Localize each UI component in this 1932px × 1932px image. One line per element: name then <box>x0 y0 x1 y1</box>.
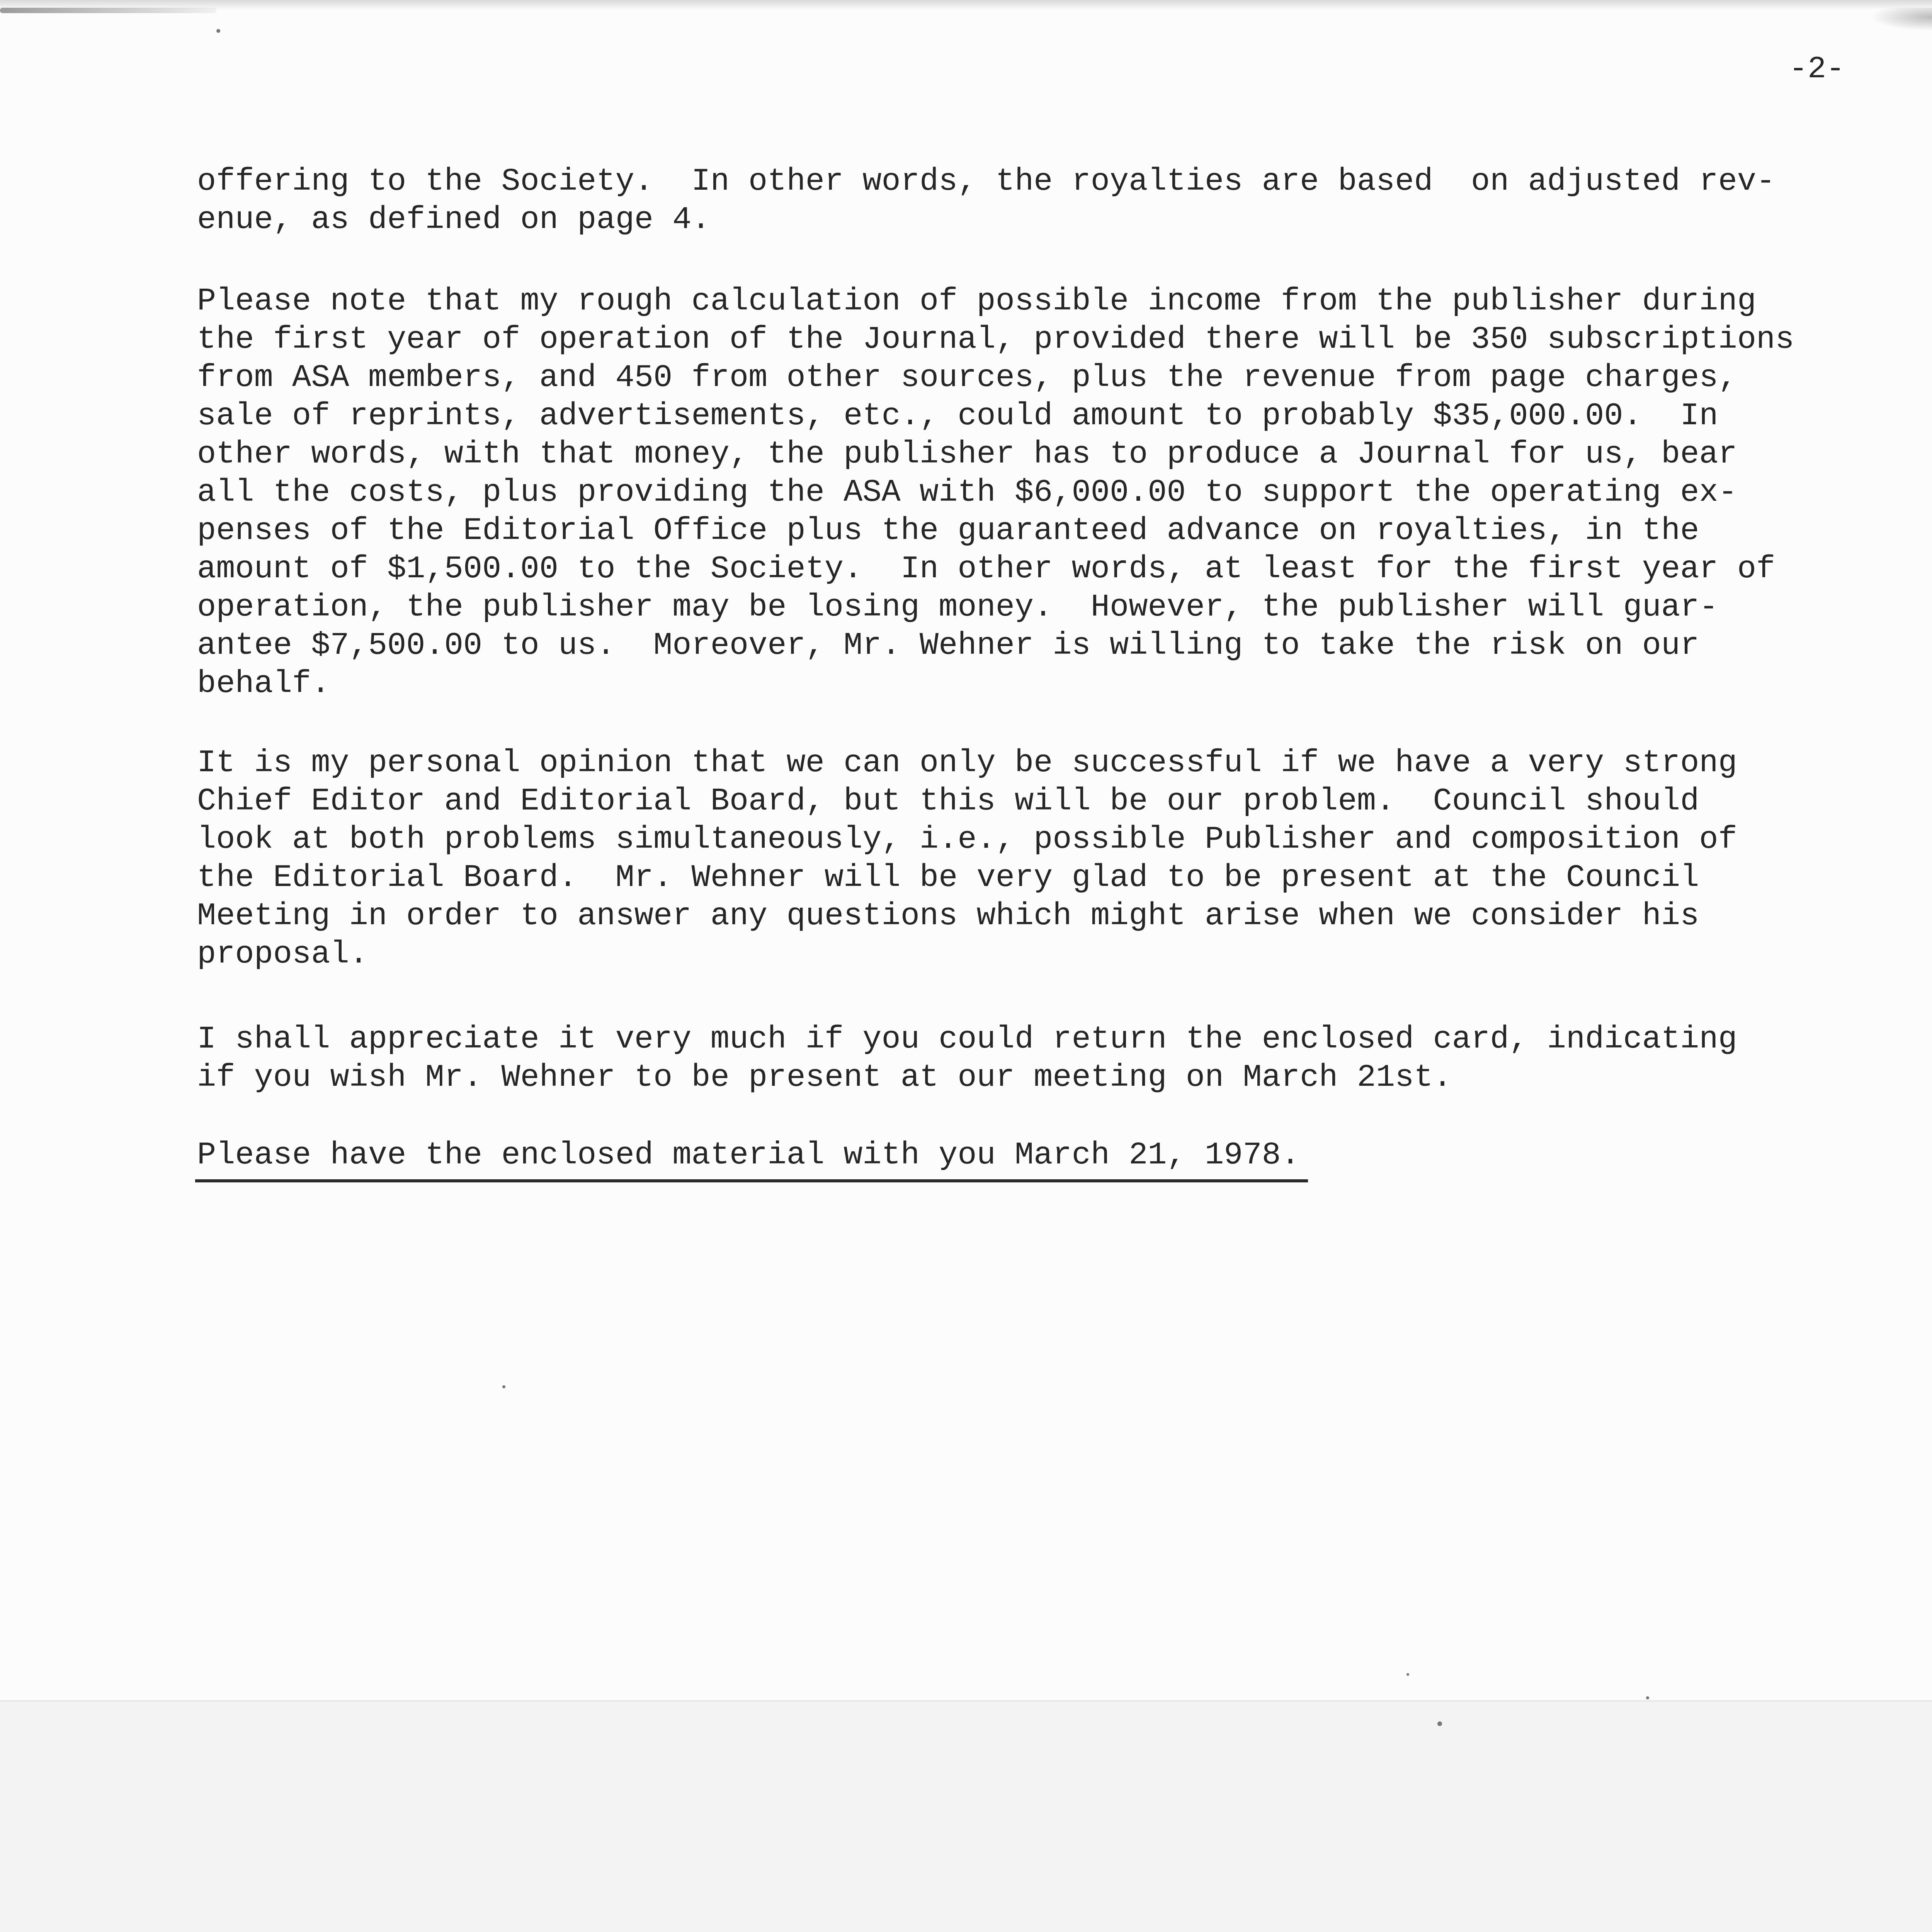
paragraph-income-calculation: Please note that my rough calculation of possible income from the publisher during the first year of operation of the Journal, provided there will be 350 subscriptions from ASA members, and 450 from other sources, plus the revenue from page charges, sale of reprints, advertisements, etc., could amount to probably $35,000.00. In other words, with that money, the publisher has to produce a Journal for us, bear all the costs, plus providing the ASA with $6,000.00 to support the operating ex- penses of the Editorial Office plus the guaranteed advance on royalties, in the amount of $1,500.00 to the Society. In other words, at least for the first year of operation, the publisher may be losing money. However, the publisher will guar- antee $7,500.00 to us. Moreover, Mr. Wehner is willing to take the risk on our behalf. <box>197 283 1794 702</box>
speck-mark <box>216 29 220 33</box>
speck-mark <box>502 1385 505 1388</box>
speck-mark <box>1406 1673 1409 1676</box>
paragraph-editorial-board: It is my personal opinion that we can only be successful if we have a very strong Chief Editor and Editorial Board, but this will be our problem. Council should look at both problems simultaneously, i.e., possible Publisher and composition of the Editorial Board. Mr. Wehner will be very glad to be present at the Council Meeting in order to answer any questions which might arise when we consider his proposal. <box>197 745 1737 972</box>
page-number: -2- <box>1789 52 1845 87</box>
top-right-smudge <box>1870 8 1932 31</box>
paper-fold <box>0 1700 1932 1932</box>
paragraph-royalties: offering to the Society. In other words, the royalties are based on adjusted rev- enue, as defined on page 4. <box>197 163 1776 238</box>
closing-note-underline <box>195 1179 1308 1182</box>
page-top-shadow <box>0 0 1932 10</box>
paragraph-return-card: I shall appreciate it very much if you could return the enclosed card, indicating if you wish Mr. Wehner to be present at our meeting on March 21st. <box>197 1021 1737 1095</box>
closing-note: Please have the enclosed material with you March 21, 1978. <box>197 1137 1300 1173</box>
top-left-smudge <box>0 8 216 13</box>
speck-mark <box>1646 1696 1649 1699</box>
speck-mark <box>1437 1721 1442 1726</box>
